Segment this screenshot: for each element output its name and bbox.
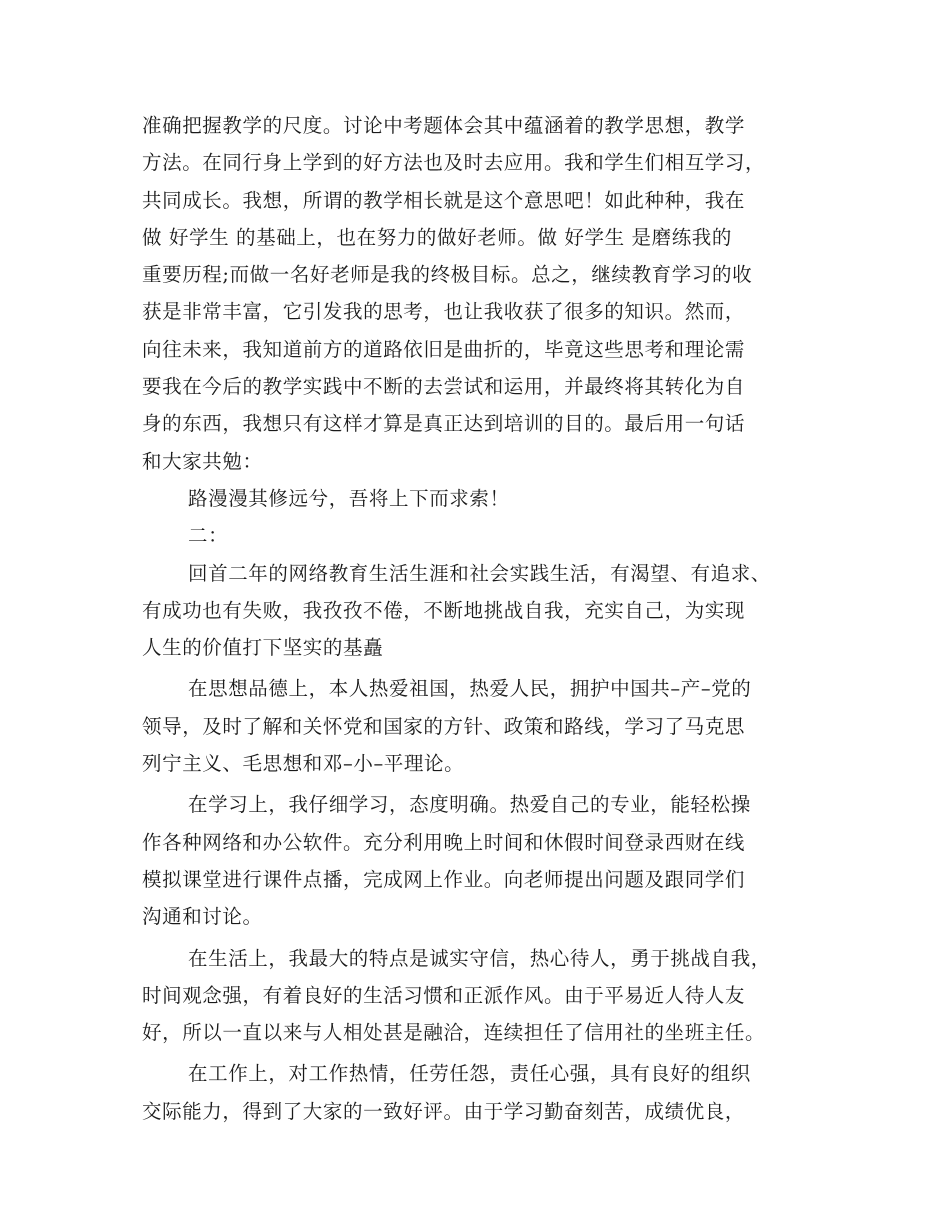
text-line: 沟通和讨论。 [142,905,263,929]
text-line: 时间观念强，有着良好的生活习惯和正派作风。由于平易近人待人友 [142,983,746,1007]
text-line: 列宁主义、毛思想和邓–小–平理论。 [142,752,465,776]
text-line: 和大家共勉： [142,449,263,473]
text-line: 做 好学生 的基础上，也在努力的做好老师。做 好学生 是磨练我的 [142,225,732,249]
text-line: 二： [188,524,229,548]
text-line: 要我在今后的教学实践中不断的去尝试和运用，并最终将其转化为自 [142,375,746,399]
text-line: 在生活上，我最大的特点是诚实守信，热心待人，勇于挑战自我， [188,946,771,970]
text-line: 领导，及时了解和关怀党和国家的方针、政策和路线，学习了马克思 [142,714,746,738]
text-line: 方法。在同行身上学到的好方法也及时去应用。我和学生们相互学习， [142,151,766,175]
document-body [142,107,802,1130]
text-line: 重要历程;而做一名好老师是我的终极目标。总之，继续教育学习的收 [142,263,753,287]
text-line: 作各种网络和办公软件。充分利用晚上时间和休假时间登录西财在线 [142,830,746,854]
text-line: 身的东西，我想只有这样才算是真正达到培训的目的。最后用一句话 [142,412,746,436]
text-line: 获是非常丰富，它引发我的思考，也让我收获了很多的知识。然而， [142,300,746,324]
text-line: 在思想品德上，本人热爱祖国，热爱人民，拥护中国共–产–党的 [188,677,752,701]
text-line: 在学习上，我仔细学习，态度明确。热爱自己的专业，能轻松操 [188,793,751,817]
text-line: 模拟课堂进行课件点播，完成网上作业。向老师提出问题及跟同学们 [142,867,746,891]
text-line: 共同成长。我想，所谓的教学相长就是这个意思吧！如此种种，我在 [142,188,746,212]
text-line: 准确把握教学的尺度。讨论中考题体会其中蕴涵着的教学思想，教学 [142,114,746,137]
text-line: 在工作上，对工作热情，任劳任怨，责任心强，具有良好的组织 [188,1062,751,1086]
text-line: 好，所以一直以来与人相处甚是融洽，连续担任了信用社的坐班主任。 [142,1021,766,1045]
text-line: 向往未来，我知道前方的道路依旧是曲折的，毕竟这些思考和理论需 [142,337,746,361]
text-line: 人生的价值打下坚实的基矗 [142,636,384,660]
text-line: 有成功也有失败，我孜孜不倦，不断地挑战自我，充实自己，为实现 [142,598,746,622]
text-line: 路漫漫其修远兮，吾将上下而求索！ [188,486,510,510]
text-line: 交际能力，得到了大家的一致好评。由于学习勤奋刻苦，成绩优良， [142,1099,746,1123]
text-line: 回首二年的网络教育生活生涯和社会实践生活，有渴望、有追求、 [188,561,771,585]
